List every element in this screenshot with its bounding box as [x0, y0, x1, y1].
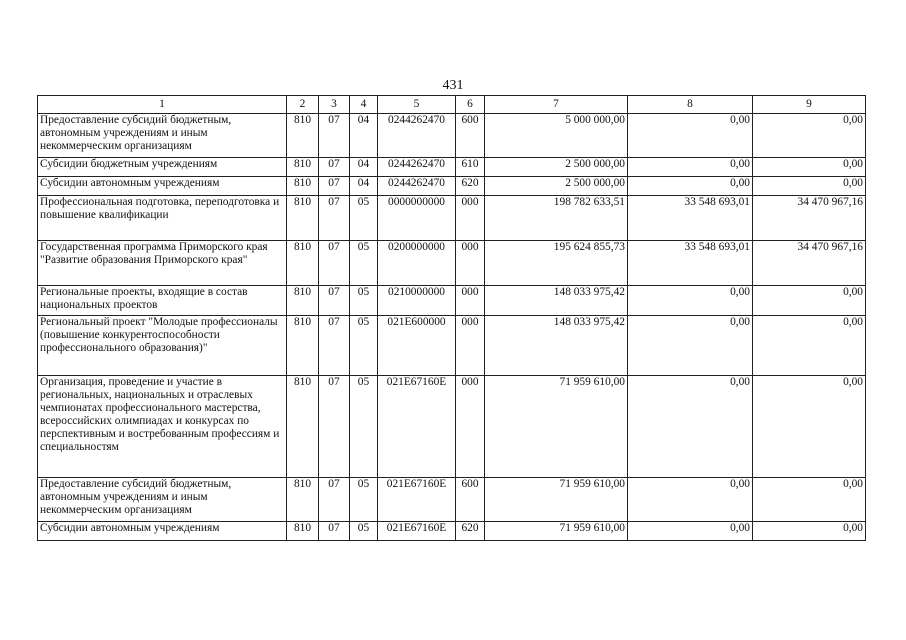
cell-amount-col8: 0,00	[628, 286, 753, 316]
cell-amount-col7: 148 033 975,42	[485, 286, 628, 316]
cell-amount-col8: 33 548 693,01	[628, 241, 753, 286]
row-name: Субсидии автономным учреждениям	[38, 522, 287, 541]
column-header: 7	[485, 96, 628, 114]
cell-amount-col8: 33 548 693,01	[628, 196, 753, 241]
cell-expense-type: 000	[456, 286, 485, 316]
cell-amount-col7: 71 959 610,00	[485, 478, 628, 522]
cell-section: 07	[319, 158, 350, 177]
cell-ministry: 810	[287, 158, 319, 177]
cell-amount-col7: 198 782 633,51	[485, 196, 628, 241]
cell-expense-type: 000	[456, 241, 485, 286]
column-header: 2	[287, 96, 319, 114]
cell-subsection: 04	[350, 177, 378, 196]
cell-ministry: 810	[287, 376, 319, 478]
cell-section: 07	[319, 316, 350, 376]
cell-amount-col7: 2 500 000,00	[485, 177, 628, 196]
column-header: 4	[350, 96, 378, 114]
column-header: 9	[753, 96, 866, 114]
cell-amount-col7: 71 959 610,00	[485, 522, 628, 541]
cell-amount-col9: 34 470 967,16	[753, 196, 866, 241]
column-header: 8	[628, 96, 753, 114]
cell-subsection: 05	[350, 196, 378, 241]
cell-ministry: 810	[287, 286, 319, 316]
header-row	[38, 96, 866, 114]
cell-target-article: 021E67160E	[378, 522, 456, 541]
cell-amount-col8: 0,00	[628, 177, 753, 196]
table-row	[38, 114, 866, 158]
cell-ministry: 810	[287, 522, 319, 541]
cell-subsection: 04	[350, 158, 378, 177]
cell-ministry: 810	[287, 196, 319, 241]
cell-subsection: 04	[350, 114, 378, 158]
cell-amount-col9: 0,00	[753, 177, 866, 196]
cell-subsection: 05	[350, 522, 378, 541]
column-header: 1	[38, 96, 287, 114]
row-name: Субсидии автономным учреждениям	[38, 177, 287, 196]
cell-ministry: 810	[287, 177, 319, 196]
page-number: 431	[442, 78, 464, 93]
cell-target-article: 0000000000	[378, 196, 456, 241]
row-name: Предоставление субсидий бюджетным, автономным учреждениям и иным некоммерческим организациям	[38, 478, 287, 522]
table-row	[38, 376, 866, 478]
cell-amount-col9: 0,00	[753, 114, 866, 158]
cell-target-article: 021E67160E	[378, 376, 456, 478]
cell-amount-col9: 0,00	[753, 478, 866, 522]
cell-expense-type: 600	[456, 478, 485, 522]
table-row	[38, 177, 866, 196]
cell-amount-col9: 0,00	[753, 158, 866, 177]
table-row	[38, 286, 866, 316]
cell-ministry: 810	[287, 316, 319, 376]
column-header: 6	[456, 96, 485, 114]
cell-amount-col9: 0,00	[753, 522, 866, 541]
cell-section: 07	[319, 177, 350, 196]
table-row	[38, 158, 866, 177]
cell-section: 07	[319, 196, 350, 241]
cell-ministry: 810	[287, 478, 319, 522]
cell-amount-col8: 0,00	[628, 114, 753, 158]
cell-expense-type: 000	[456, 376, 485, 478]
table-row	[38, 522, 866, 541]
cell-expense-type: 620	[456, 177, 485, 196]
table-row	[38, 316, 866, 376]
cell-expense-type: 000	[456, 196, 485, 241]
cell-subsection: 05	[350, 286, 378, 316]
cell-amount-col7: 5 000 000,00	[485, 114, 628, 158]
table-row	[38, 478, 866, 522]
cell-expense-type: 600	[456, 114, 485, 158]
cell-target-article: 021E67160E	[378, 478, 456, 522]
cell-target-article: 0244262470	[378, 177, 456, 196]
cell-amount-col7: 148 033 975,42	[485, 316, 628, 376]
row-name: Региональные проекты, входящие в состав национальных проектов	[38, 286, 287, 316]
cell-target-article: 021E600000	[378, 316, 456, 376]
cell-target-article: 0244262470	[378, 158, 456, 177]
cell-amount-col8: 0,00	[628, 478, 753, 522]
cell-section: 07	[319, 376, 350, 478]
cell-amount-col9: 0,00	[753, 376, 866, 478]
cell-subsection: 05	[350, 241, 378, 286]
row-name: Предоставление субсидий бюджетным, автономным учреждениям и иным некоммерческим организациям	[38, 114, 287, 158]
cell-section: 07	[319, 241, 350, 286]
cell-subsection: 05	[350, 376, 378, 478]
cell-section: 07	[319, 114, 350, 158]
cell-ministry: 810	[287, 241, 319, 286]
cell-amount-col7: 71 959 610,00	[485, 376, 628, 478]
cell-expense-type: 620	[456, 522, 485, 541]
cell-amount-col9: 0,00	[753, 316, 866, 376]
cell-ministry: 810	[287, 114, 319, 158]
cell-subsection: 05	[350, 316, 378, 376]
column-header: 5	[378, 96, 456, 114]
budget-table	[37, 95, 866, 541]
row-name: Государственная программа Приморского края "Развитие образования Приморского края"	[38, 241, 287, 286]
row-name: Региональный проект "Молодые профессионалы (повышение конкурентоспособности профессионального образования)"	[38, 316, 287, 376]
cell-amount-col8: 0,00	[628, 522, 753, 541]
cell-target-article: 0210000000	[378, 286, 456, 316]
cell-amount-col9: 0,00	[753, 286, 866, 316]
cell-expense-type: 000	[456, 316, 485, 376]
cell-section: 07	[319, 478, 350, 522]
cell-section: 07	[319, 522, 350, 541]
cell-expense-type: 610	[456, 158, 485, 177]
cell-amount-col8: 0,00	[628, 376, 753, 478]
cell-amount-col7: 2 500 000,00	[485, 158, 628, 177]
table-row	[38, 196, 866, 241]
cell-target-article: 0244262470	[378, 114, 456, 158]
row-name: Организация, проведение и участие в региональных, национальных и отраслевых чемпионатах профессионального мастерства, всероссийских олимпиадах и конкурсах по перспективным и востребованным профессиям и специальностям	[38, 376, 287, 478]
cell-subsection: 05	[350, 478, 378, 522]
cell-amount-col8: 0,00	[628, 316, 753, 376]
cell-amount-col8: 0,00	[628, 158, 753, 177]
cell-section: 07	[319, 286, 350, 316]
cell-amount-col7: 195 624 855,73	[485, 241, 628, 286]
cell-amount-col9: 34 470 967,16	[753, 241, 866, 286]
column-header: 3	[319, 96, 350, 114]
cell-target-article: 0200000000	[378, 241, 456, 286]
table-row	[38, 241, 866, 286]
row-name: Профессиональная подготовка, переподготовка и повышение квалификации	[38, 196, 287, 241]
row-name: Субсидии бюджетным учреждениям	[38, 158, 287, 177]
